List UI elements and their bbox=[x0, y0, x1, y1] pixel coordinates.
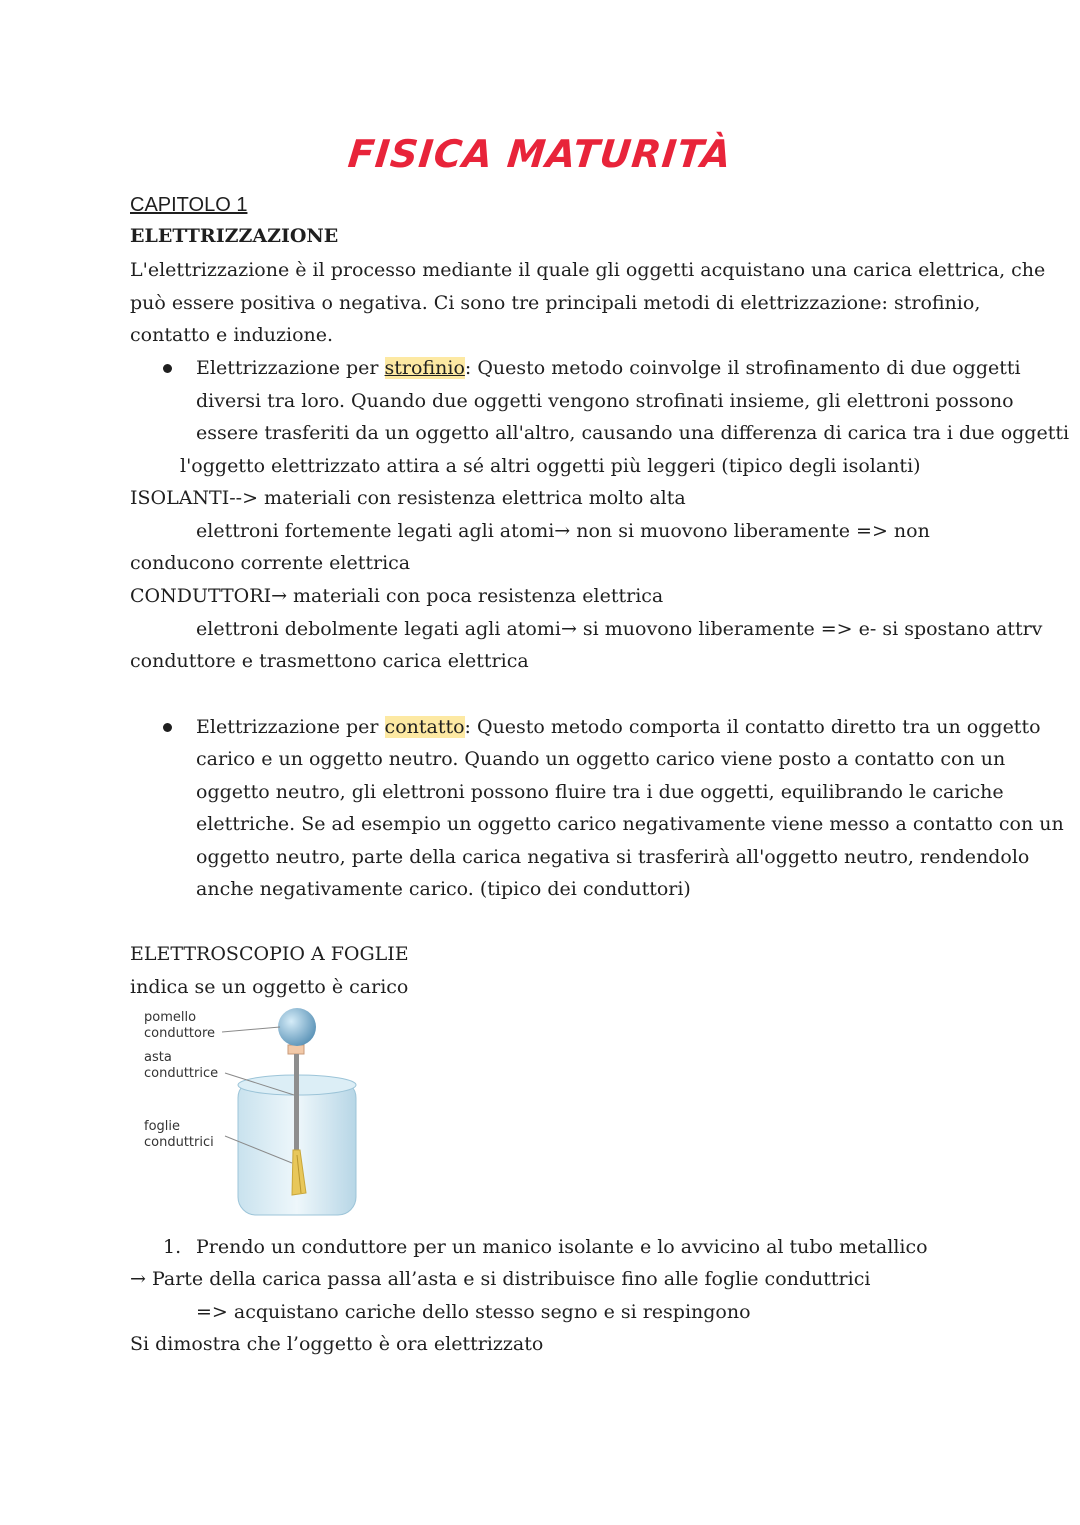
bullet1-prefix: Elettrizzazione per bbox=[196, 357, 385, 379]
bullet2-prefix: Elettrizzazione per bbox=[196, 716, 385, 738]
section-heading: ELETTRIZZAZIONE bbox=[130, 225, 339, 247]
highlight-contatto: contatto bbox=[384, 716, 465, 738]
bullet1-first-line bbox=[196, 356, 1021, 380]
bullet1-line: diversi tra loro. Quando due oggetti vengono strofinati insieme, gli elettroni possono bbox=[196, 390, 1014, 412]
chapter-label: CAPITOLO 1 bbox=[130, 194, 248, 216]
bullet2-rest: : Questo metodo comporta il contatto diretto tra un oggetto bbox=[464, 716, 1041, 738]
step1-consequence: → Parte della carica passa all’asta e si distribuisce fino alle foglie conduttrici bbox=[130, 1268, 871, 1290]
bullet2-line: anche negativamente carico. (tipico dei conduttori) bbox=[196, 878, 691, 900]
bullet2-line: elettriche. Se ad esempio un oggetto carico negativamente viene messo a contatto con un bbox=[196, 813, 1064, 835]
bullet2-line: oggetto neutro, gli elettroni possono fluire tra i due oggetti, equilibrando le cariche bbox=[196, 781, 1004, 803]
highlight-strofinio: strofinio bbox=[384, 357, 465, 379]
isolanti-detail-cont: conducono corrente elettrica bbox=[130, 552, 411, 574]
step1-result: => acquistano cariche dello stesso segno e si respingono bbox=[196, 1301, 751, 1323]
label-conduttrice: conduttrice bbox=[144, 1066, 219, 1081]
bullet2-first-line bbox=[196, 715, 1041, 739]
bullet1-note: l'oggetto elettrizzato attira a sé altri oggetti più leggeri (tipico degli isolanti) bbox=[180, 455, 921, 477]
bullet-dot bbox=[163, 723, 172, 732]
electroscope-diagram bbox=[140, 1005, 370, 1220]
bullet1-line: essere trasferiti da un oggetto all'altro, causando una differenza di carica tra i due oggetti bbox=[196, 422, 1070, 444]
label-conduttrici: conduttrici bbox=[144, 1135, 214, 1150]
intro-line: contatto e induzione. bbox=[130, 324, 334, 346]
label-conduttore: conduttore bbox=[144, 1026, 216, 1041]
page-title: FISICA MATURITÀ bbox=[346, 132, 734, 176]
bullet2-line: oggetto neutro, parte della carica negativa si trasferirà all'oggetto neutro, rendendolo bbox=[196, 846, 1030, 868]
conduttori-definition: CONDUTTORI→ materiali con poca resistenza elettrica bbox=[130, 585, 664, 607]
step1-conclusion: Si dimostra che l’oggetto è ora elettrizzato bbox=[130, 1333, 544, 1355]
intro-line: L'elettrizzazione è il processo mediante il quale gli oggetti acquistano una carica elettrica, che bbox=[130, 259, 1046, 281]
electroscope-heading: ELETTROSCOPIO A FOGLIE bbox=[130, 943, 409, 965]
step-number: 1. bbox=[163, 1236, 182, 1258]
electroscope-subtitle: indica se un oggetto è carico bbox=[130, 976, 409, 998]
step1-text: Prendo un conduttore per un manico isolante e lo avvicino al tubo metallico bbox=[196, 1236, 928, 1258]
intro-line: può essere positiva o negativa. Ci sono tre principali metodi di elettrizzazione: strofinio, bbox=[130, 292, 981, 314]
conduttori-detail-cont: conduttore e trasmettono carica elettrica bbox=[130, 650, 529, 672]
label-foglie: foglie bbox=[144, 1119, 181, 1134]
bullet-dot bbox=[163, 364, 172, 373]
conduttori-detail: elettroni debolmente legati agli atomi→ si muovono liberamente => e- si spostano attrv bbox=[196, 618, 1043, 640]
isolanti-detail: elettroni fortemente legati agli atomi→ non si muovono liberamente => non bbox=[196, 520, 930, 542]
bullet2-line: carico e un oggetto neutro. Quando un oggetto carico viene posto a contatto con un bbox=[196, 748, 1006, 770]
bullet1-rest: : Questo metodo coinvolge il strofinamento di due oggetti bbox=[464, 357, 1021, 379]
sphere-shape bbox=[278, 1008, 316, 1046]
label-pomello: pomello bbox=[144, 1010, 197, 1025]
label-asta: asta bbox=[144, 1050, 172, 1065]
isolanti-definition: ISOLANTI--> materiali con resistenza elettrica molto alta bbox=[130, 487, 686, 509]
